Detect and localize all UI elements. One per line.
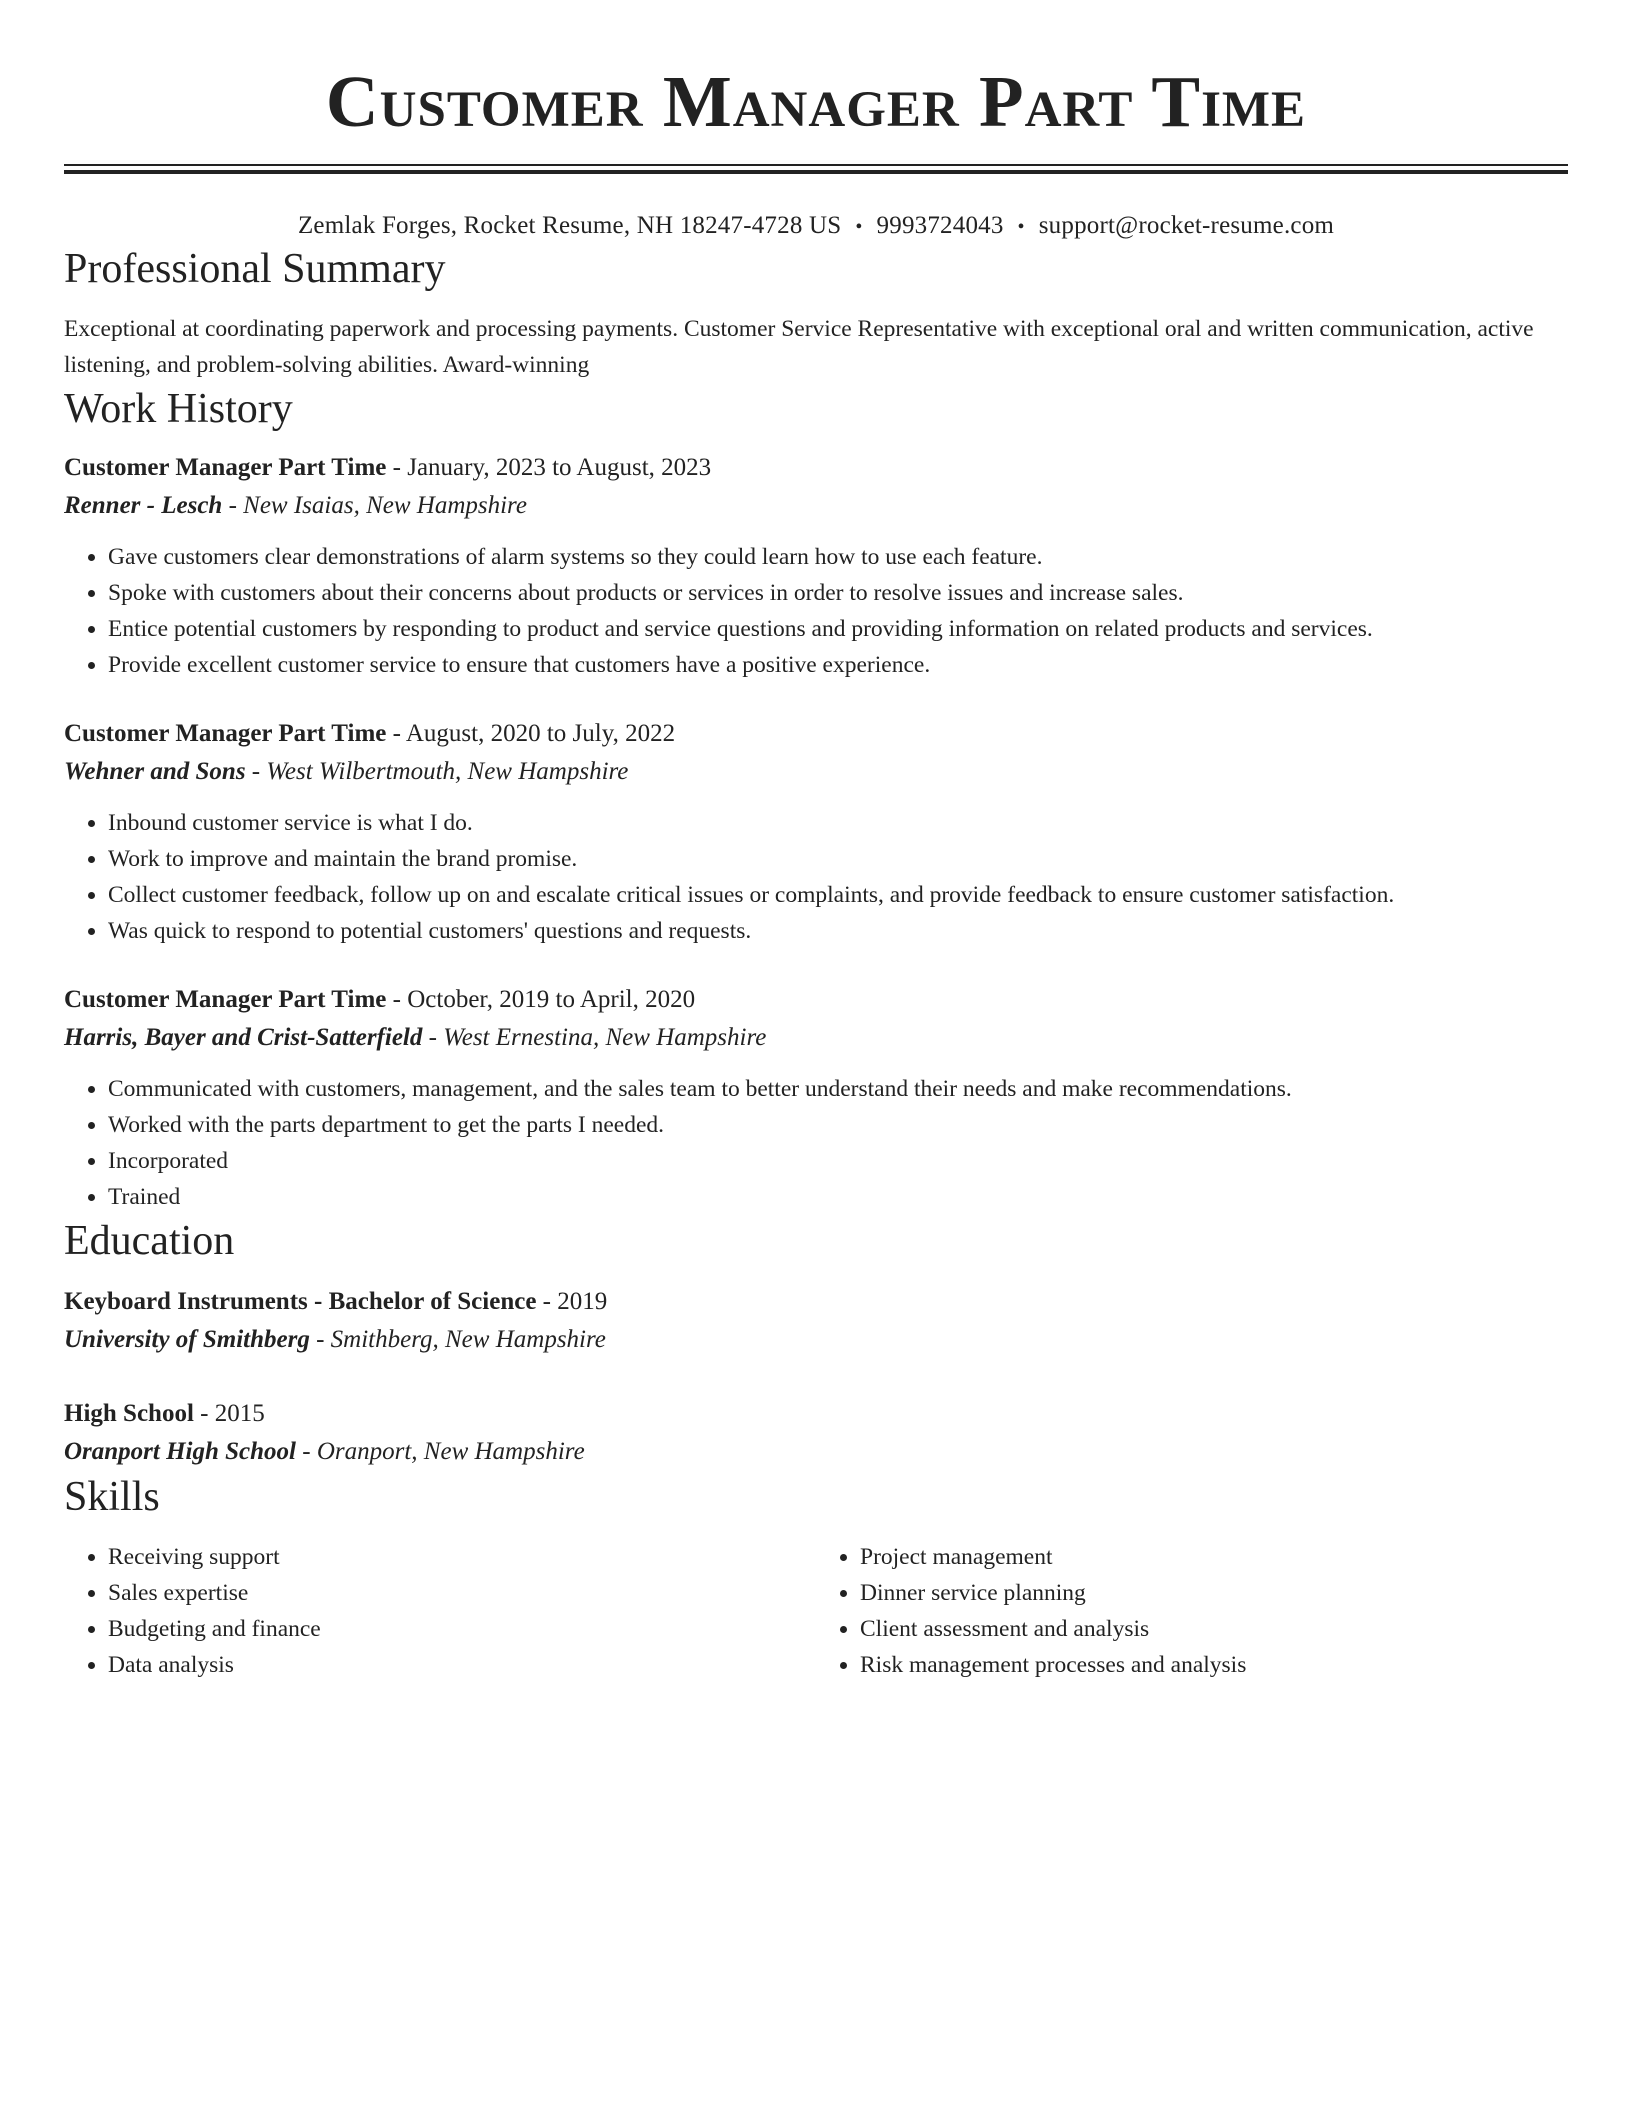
job-location: - West Wilbertmouth, New Hampshire bbox=[245, 758, 629, 785]
job-entry bbox=[64, 981, 1568, 1215]
education-school-line bbox=[64, 1433, 1568, 1471]
education-degree: Keyboard Instruments - Bachelor of Science bbox=[64, 1288, 537, 1315]
education-entry bbox=[64, 1395, 1568, 1471]
list-item: • Worked with the parts department to get the parts I needed. bbox=[108, 1107, 1568, 1143]
job-dates: - August, 2020 to July, 2022 bbox=[386, 720, 676, 747]
list-item: • Provide excellent customer service to ensure that customers have a positive experience. bbox=[108, 647, 1568, 683]
job-entry bbox=[64, 449, 1568, 683]
job-bullets bbox=[64, 539, 1568, 683]
list-item: • Gave customers clear demonstrations of alarm systems so they could learn how to use each feature. bbox=[108, 539, 1568, 575]
job-bullets bbox=[64, 1071, 1568, 1215]
list-item: • Entice potential customers by responding to product and service questions and providing information on related products and services. bbox=[108, 611, 1568, 647]
job-employer-line bbox=[64, 753, 1568, 791]
education-school: University of Smithberg bbox=[64, 1326, 310, 1353]
education-school: Oranport High School bbox=[64, 1438, 297, 1465]
job-entry bbox=[64, 715, 1568, 949]
list-item: • Inbound customer service is what I do. bbox=[108, 805, 1568, 841]
list-item: • Collect customer feedback, follow up on and escalate critical issues or complaints, and provide feedback to ensure customer satisfaction. bbox=[108, 877, 1568, 913]
header-divider bbox=[64, 164, 1568, 174]
job-employer-line bbox=[64, 1019, 1568, 1057]
skills-heading: Skills bbox=[64, 1474, 160, 1520]
job-employer: Wehner and Sons bbox=[64, 758, 246, 785]
education-year: - 2019 bbox=[536, 1288, 608, 1315]
job-dates: - October, 2019 to April, 2020 bbox=[386, 986, 696, 1013]
job-employer: Renner - Lesch bbox=[64, 492, 223, 519]
contact-separator: • bbox=[1017, 216, 1025, 238]
contact-separator: • bbox=[855, 216, 863, 238]
education-location: - Smithberg, New Hampshire bbox=[309, 1326, 606, 1353]
job-role: Customer Manager Part Time bbox=[64, 454, 387, 481]
list-item: • Risk management processes and analysis bbox=[860, 1647, 1568, 1683]
contact-email: support@rocket-resume.com bbox=[1038, 212, 1335, 239]
job-role: Customer Manager Part Time bbox=[64, 720, 387, 747]
skills-column-right bbox=[816, 1539, 1568, 1683]
job-employer: Harris, Bayer and Crist-Satterfield bbox=[64, 1024, 423, 1051]
job-dates: - January, 2023 to August, 2023 bbox=[386, 454, 712, 481]
job-location: - West Ernestina, New Hampshire bbox=[422, 1024, 767, 1051]
work-history-heading: Work History bbox=[64, 386, 293, 432]
job-bullets bbox=[64, 805, 1568, 949]
summary-heading: Professional Summary bbox=[64, 246, 446, 292]
list-item: • Client assessment and analysis bbox=[860, 1611, 1568, 1647]
list-item: • Work to improve and maintain the brand promise. bbox=[108, 841, 1568, 877]
list-item: • Dinner service planning bbox=[860, 1575, 1568, 1611]
education-year: - 2015 bbox=[193, 1400, 265, 1427]
education-degree-line bbox=[64, 1395, 1568, 1433]
contact-line bbox=[64, 210, 1568, 243]
list-item: • Incorporated bbox=[108, 1143, 1568, 1179]
skills-list bbox=[64, 1539, 1568, 1683]
list-item: • Project management bbox=[860, 1539, 1568, 1575]
summary-text: Exceptional at coordinating paperwork and processing payments. Customer Service Representative with exceptional oral and written communication, active listening, and problem-solving abilities. Award-winning bbox=[64, 316, 1534, 378]
education-location: - Oranport, New Hampshire bbox=[296, 1438, 585, 1465]
resume-name: Customer Manager Part Time bbox=[325, 61, 1307, 142]
skills-column-left bbox=[64, 1539, 816, 1683]
job-title-line bbox=[64, 715, 1568, 753]
list-item: • Communicated with customers, management, and the sales team to better understand their needs and make recommendations. bbox=[108, 1071, 1568, 1107]
list-item: • Data analysis bbox=[108, 1647, 816, 1683]
job-title-line bbox=[64, 449, 1568, 487]
list-item: • Budgeting and finance bbox=[108, 1611, 816, 1647]
list-item: • Was quick to respond to potential customers' questions and requests. bbox=[108, 913, 1568, 949]
contact-phone: 9993724043 bbox=[876, 212, 1004, 239]
list-item: • Trained bbox=[108, 1179, 1568, 1215]
list-item: • Receiving support bbox=[108, 1539, 816, 1575]
education-school-line bbox=[64, 1321, 1568, 1359]
education-entry bbox=[64, 1283, 1568, 1359]
list-item: • Sales expertise bbox=[108, 1575, 816, 1611]
job-location: - New Isaias, New Hampshire bbox=[222, 492, 527, 519]
contact-address: Zemlak Forges, Rocket Resume, NH 18247-4728 US bbox=[297, 212, 842, 239]
education-degree: High School bbox=[64, 1400, 194, 1427]
job-employer-line bbox=[64, 487, 1568, 525]
list-item: • Spoke with customers about their concerns about products or services in order to resolve issues and increase sales. bbox=[108, 575, 1568, 611]
job-role: Customer Manager Part Time bbox=[64, 986, 387, 1013]
education-degree-line bbox=[64, 1283, 1568, 1321]
job-title-line bbox=[64, 981, 1568, 1019]
education-heading: Education bbox=[64, 1218, 235, 1264]
